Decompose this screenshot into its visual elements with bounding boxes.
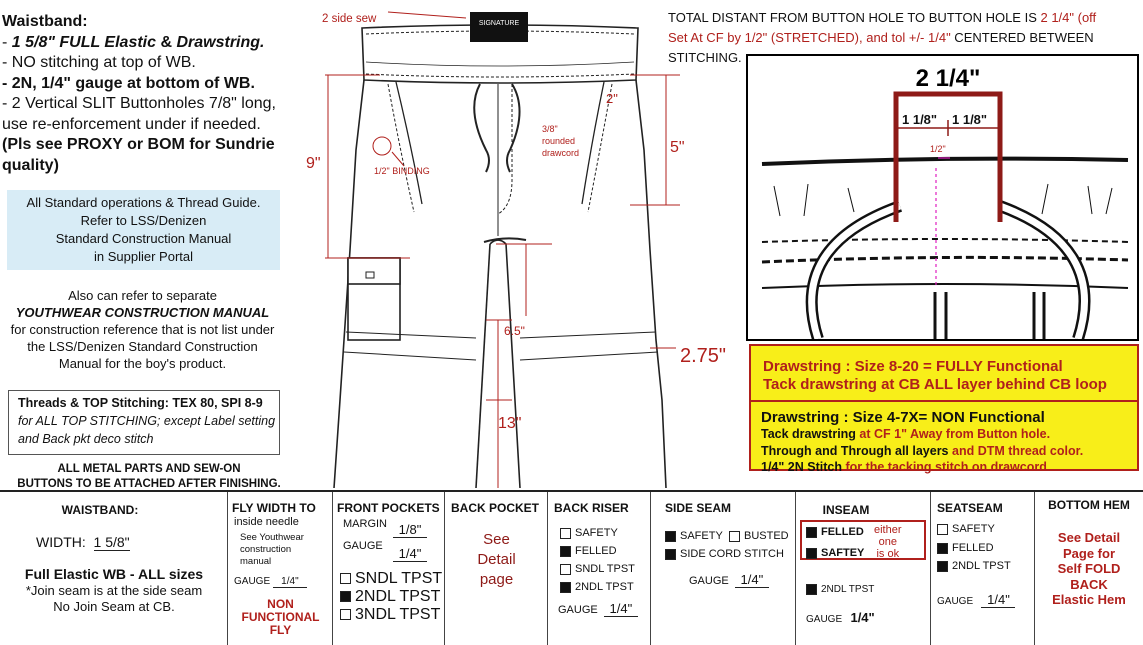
- detail-offset-dim: 1/2": [930, 144, 946, 154]
- side-seam-option-cord[interactable]: SIDE CORD STITCH: [665, 548, 784, 560]
- inseam-gauge: GAUGE 1/4": [806, 610, 875, 625]
- detail-total-dim: 2 1/4": [915, 65, 981, 92]
- waistband-notes-title: Waistband:: [2, 13, 88, 30]
- standard-box-line: in Supplier Portal: [94, 249, 193, 264]
- waistband-width: WIDTH: 1 5/8": [36, 534, 130, 550]
- youthwear-note-line: for construction reference that is not list under: [10, 322, 275, 337]
- bottom-hem-detail: See Detail Page for Self FOLD BACK Elastic Hem: [1052, 530, 1126, 607]
- drawstring-functional-block: [763, 358, 1107, 394]
- thread-spec: Threads & TOP Stitching: TEX 80, SPI 8-9: [18, 396, 263, 410]
- drawstring-nonfunctional-title: Drawstring : Size 4-7X= NON Functional: [761, 409, 1045, 426]
- thread-note: for ALL TOP STITCHING; except Label setting: [18, 414, 276, 428]
- spec-head-back-riser: BACK RISER: [554, 501, 629, 515]
- checkbox-checked[interactable]: [560, 582, 571, 593]
- dim-pocket-opening: 5": [670, 139, 685, 156]
- waistband-notes: [2, 12, 302, 176]
- metal-parts-note: [0, 462, 298, 492]
- metal-note-line: BUTTONS TO BE ATTACHED AFTER FINISHING.: [17, 478, 281, 490]
- dim-waist-drop: 2": [606, 91, 618, 106]
- seatseam-option-2ndl[interactable]: 2NDL TPST: [937, 560, 1011, 572]
- fly-gauge: GAUGE 1/4": [234, 576, 307, 588]
- drawstring-functional-sub: Tack drawstring at CB ALL layer behind CB loop: [763, 376, 1107, 393]
- spec-col-back-pocket: [445, 492, 548, 645]
- buttonhole-detail-drawing: [748, 56, 1137, 339]
- pants-technical-drawing: [300, 0, 750, 488]
- spec-head-fly: FLY WIDTH TO: [232, 501, 316, 515]
- checkbox-checked[interactable]: [806, 527, 817, 538]
- side-sew-callout: 2 side sew: [322, 13, 377, 25]
- drawstring-functional-title: Drawstring : Size 8-20 = FULLY Functional: [763, 358, 1063, 375]
- fly-option-3ndl[interactable]: 3NDL TPST: [340, 606, 440, 624]
- checkbox[interactable]: [937, 524, 948, 535]
- checkbox-checked[interactable]: [665, 531, 676, 542]
- spec-col-inseam: [796, 492, 931, 645]
- detail-left-dim: 1 1/8": [902, 112, 938, 127]
- spec-col-bottom-hem: [1035, 492, 1143, 645]
- checkbox-checked[interactable]: [560, 546, 571, 557]
- dim-knee-height: 6.5": [504, 324, 525, 338]
- inseam-option-saftey[interactable]: SAFTEY: [806, 547, 864, 559]
- checkbox-checked[interactable]: [937, 543, 948, 554]
- buttonhole-detail-panel: [746, 54, 1139, 341]
- spec-col-back-riser: [548, 492, 651, 645]
- seatseam-gauge: GAUGE 1/4": [937, 592, 1015, 608]
- fly-option-sndl[interactable]: SNDL TPST: [340, 570, 442, 588]
- standard-operations-box: [7, 190, 280, 270]
- fly-note: See Youthwear: [240, 532, 304, 543]
- fly-sub: inside needle: [234, 516, 299, 528]
- detail-right-dim: 1 1/8": [952, 112, 988, 127]
- drawstring-spec-box: [749, 344, 1139, 474]
- front-pocket-margin-value: 1/8": [393, 522, 427, 538]
- dim-lower-leg: 13": [498, 415, 522, 432]
- seatseam-option-felled[interactable]: FELLED: [937, 542, 994, 554]
- drawstring-divider: [751, 400, 1137, 402]
- spec-head-seatseam: SEATSEAM: [937, 501, 1003, 515]
- waistband-full-elastic: Full Elastic WB - ALL sizes: [24, 566, 204, 582]
- youthwear-note-line: the LSS/Denizen Standard Construction: [27, 339, 258, 354]
- side-seam-option-safety[interactable]: SAFETY: [665, 530, 723, 542]
- checkbox[interactable]: [340, 573, 351, 584]
- standard-box-line: Refer to LSS/Denizen: [80, 213, 207, 228]
- waistband-note-proxy: (Pls see PROXY or BOM for Sundrie: [2, 136, 275, 153]
- drawstring-nonfunctional-line: 1/4" 2N Stitch for the tacking stitch on drawcord.: [761, 460, 1051, 474]
- checkbox-checked[interactable]: [665, 549, 676, 560]
- inseam-either-note: either one is ok: [874, 524, 902, 560]
- spec-head-waistband: WAISTBAND:: [61, 503, 139, 517]
- checkbox[interactable]: [729, 531, 740, 542]
- inseam-option-2ndl[interactable]: 2NDL TPST: [806, 584, 874, 595]
- spec-head-side-seam: SIDE SEAM: [665, 501, 732, 515]
- fly-option-2ndl[interactable]: 2NDL TPST: [340, 588, 440, 606]
- waistband-note-reinforce: use re-enforcement under if needed.: [2, 115, 261, 133]
- youthwear-note-line: Manual for the boy's product.: [58, 356, 227, 371]
- back-riser-option-safety[interactable]: SAFETY: [560, 527, 618, 539]
- spec-col-side-seam: [651, 492, 796, 645]
- back-riser-gauge: GAUGE 1/4": [558, 601, 638, 617]
- back-riser-option-sndl[interactable]: SNDL TPST: [560, 563, 635, 575]
- waistband-note-elastic: - 1 5/8" FULL Elastic & Drawstring.: [2, 33, 265, 51]
- youthwear-note-line: Also can refer to separate: [68, 288, 217, 303]
- front-pocket-gauge: GAUGE: [343, 540, 383, 552]
- checkbox-checked[interactable]: [806, 584, 817, 595]
- waistband-note-quality: quality): [2, 156, 59, 174]
- drawstring-nonfunctional-block: [761, 409, 1083, 476]
- spec-head-front-pockets: FRONT POCKETS: [337, 501, 440, 515]
- seatseam-option-safety[interactable]: SAFETY: [937, 523, 995, 535]
- fly-non-functional: NON FUNCTIONAL FLY: [241, 597, 320, 637]
- buttonhole-note-line: TOTAL DISTANT FROM BUTTON HOLE TO BUTTON HOLE IS 2 1/4" (off: [668, 10, 1097, 25]
- fly-note: construction: [240, 544, 292, 555]
- waistband-note-gauge: - 2N, 1/4" gauge at bottom of WB.: [2, 74, 255, 92]
- checkbox-checked[interactable]: [937, 561, 948, 572]
- back-pocket-see-detail: See Detail page: [477, 531, 516, 588]
- waistband-join-note: No Join Seam at CB.: [53, 599, 175, 614]
- spec-head-inseam: INSEAM: [822, 503, 870, 517]
- waistband-note-buttonholes: - 2 Vertical SLIT Buttonholes 7/8" long,: [2, 95, 276, 112]
- youthwear-manual-title: YOUTHWEAR CONSTRUCTION MANUAL: [15, 305, 270, 320]
- drawstring-nonfunctional-line: Through and Through all layers and DTM thread color.: [761, 443, 1084, 458]
- drawcord-callout-shape: rounded: [542, 136, 576, 146]
- buttonhole-note-line: Set At CF by 1/2" (STRETCHED), and tol +/- 1/4" CENTERED BETWEEN: [668, 30, 1094, 45]
- waistband-join-note: *Join seam is at the side seam: [25, 583, 203, 598]
- binding-callout: 1/2" BINDING: [374, 166, 430, 176]
- drawstring-nonfunctional-line: Tack drawstring at CF 1" Away from Button hole.: [761, 427, 1051, 441]
- spec-head-bottom-hem: BOTTOM HEM: [1048, 498, 1130, 512]
- construction-spec-table: [0, 490, 1143, 645]
- metal-note-line: ALL METAL PARTS AND SEW-ON: [57, 463, 241, 475]
- brand-label-text: SIGNATURE: [478, 20, 520, 27]
- checkbox[interactable]: [340, 609, 351, 620]
- thread-topstitch-box: [8, 390, 280, 455]
- checkbox[interactable]: [560, 528, 571, 539]
- front-pocket-margin: MARGIN: [343, 518, 387, 530]
- standard-box-line: All Standard operations & Thread Guide.: [26, 195, 261, 210]
- buttonhole-note-line: STITCHING.: [668, 50, 742, 65]
- waistband-note-no-stitch: - NO stitching at top of WB.: [2, 54, 196, 71]
- spec-col-waistband: [0, 492, 228, 645]
- dim-knee-panel: 2.75": [680, 345, 727, 367]
- checkbox-checked[interactable]: [806, 548, 817, 559]
- front-pocket-gauge-value: 1/4": [393, 546, 427, 562]
- drawcord-callout-size: 3/8": [542, 124, 558, 134]
- drawcord-callout-type: drawcord: [542, 148, 580, 158]
- fly-note: manual: [240, 556, 272, 567]
- side-seam-option-busted[interactable]: BUSTED: [729, 530, 789, 542]
- thread-note: and Back pkt deco stitch: [18, 432, 154, 446]
- youthwear-notes: [0, 287, 285, 372]
- checkbox[interactable]: [560, 564, 571, 575]
- inseam-option-felled[interactable]: FELLED: [806, 526, 864, 538]
- spec-head-back-pocket: BACK POCKET: [451, 501, 540, 515]
- dim-pocket-depth: 9": [306, 155, 321, 172]
- checkbox-checked[interactable]: [340, 591, 351, 602]
- side-seam-gauge: GAUGE 1/4": [689, 572, 769, 588]
- spec-col-seatseam: [931, 492, 1035, 645]
- back-riser-option-2ndl[interactable]: 2NDL TPST: [560, 581, 634, 593]
- standard-box-line: Standard Construction Manual: [55, 231, 232, 246]
- back-riser-option-felled[interactable]: FELLED: [560, 545, 617, 557]
